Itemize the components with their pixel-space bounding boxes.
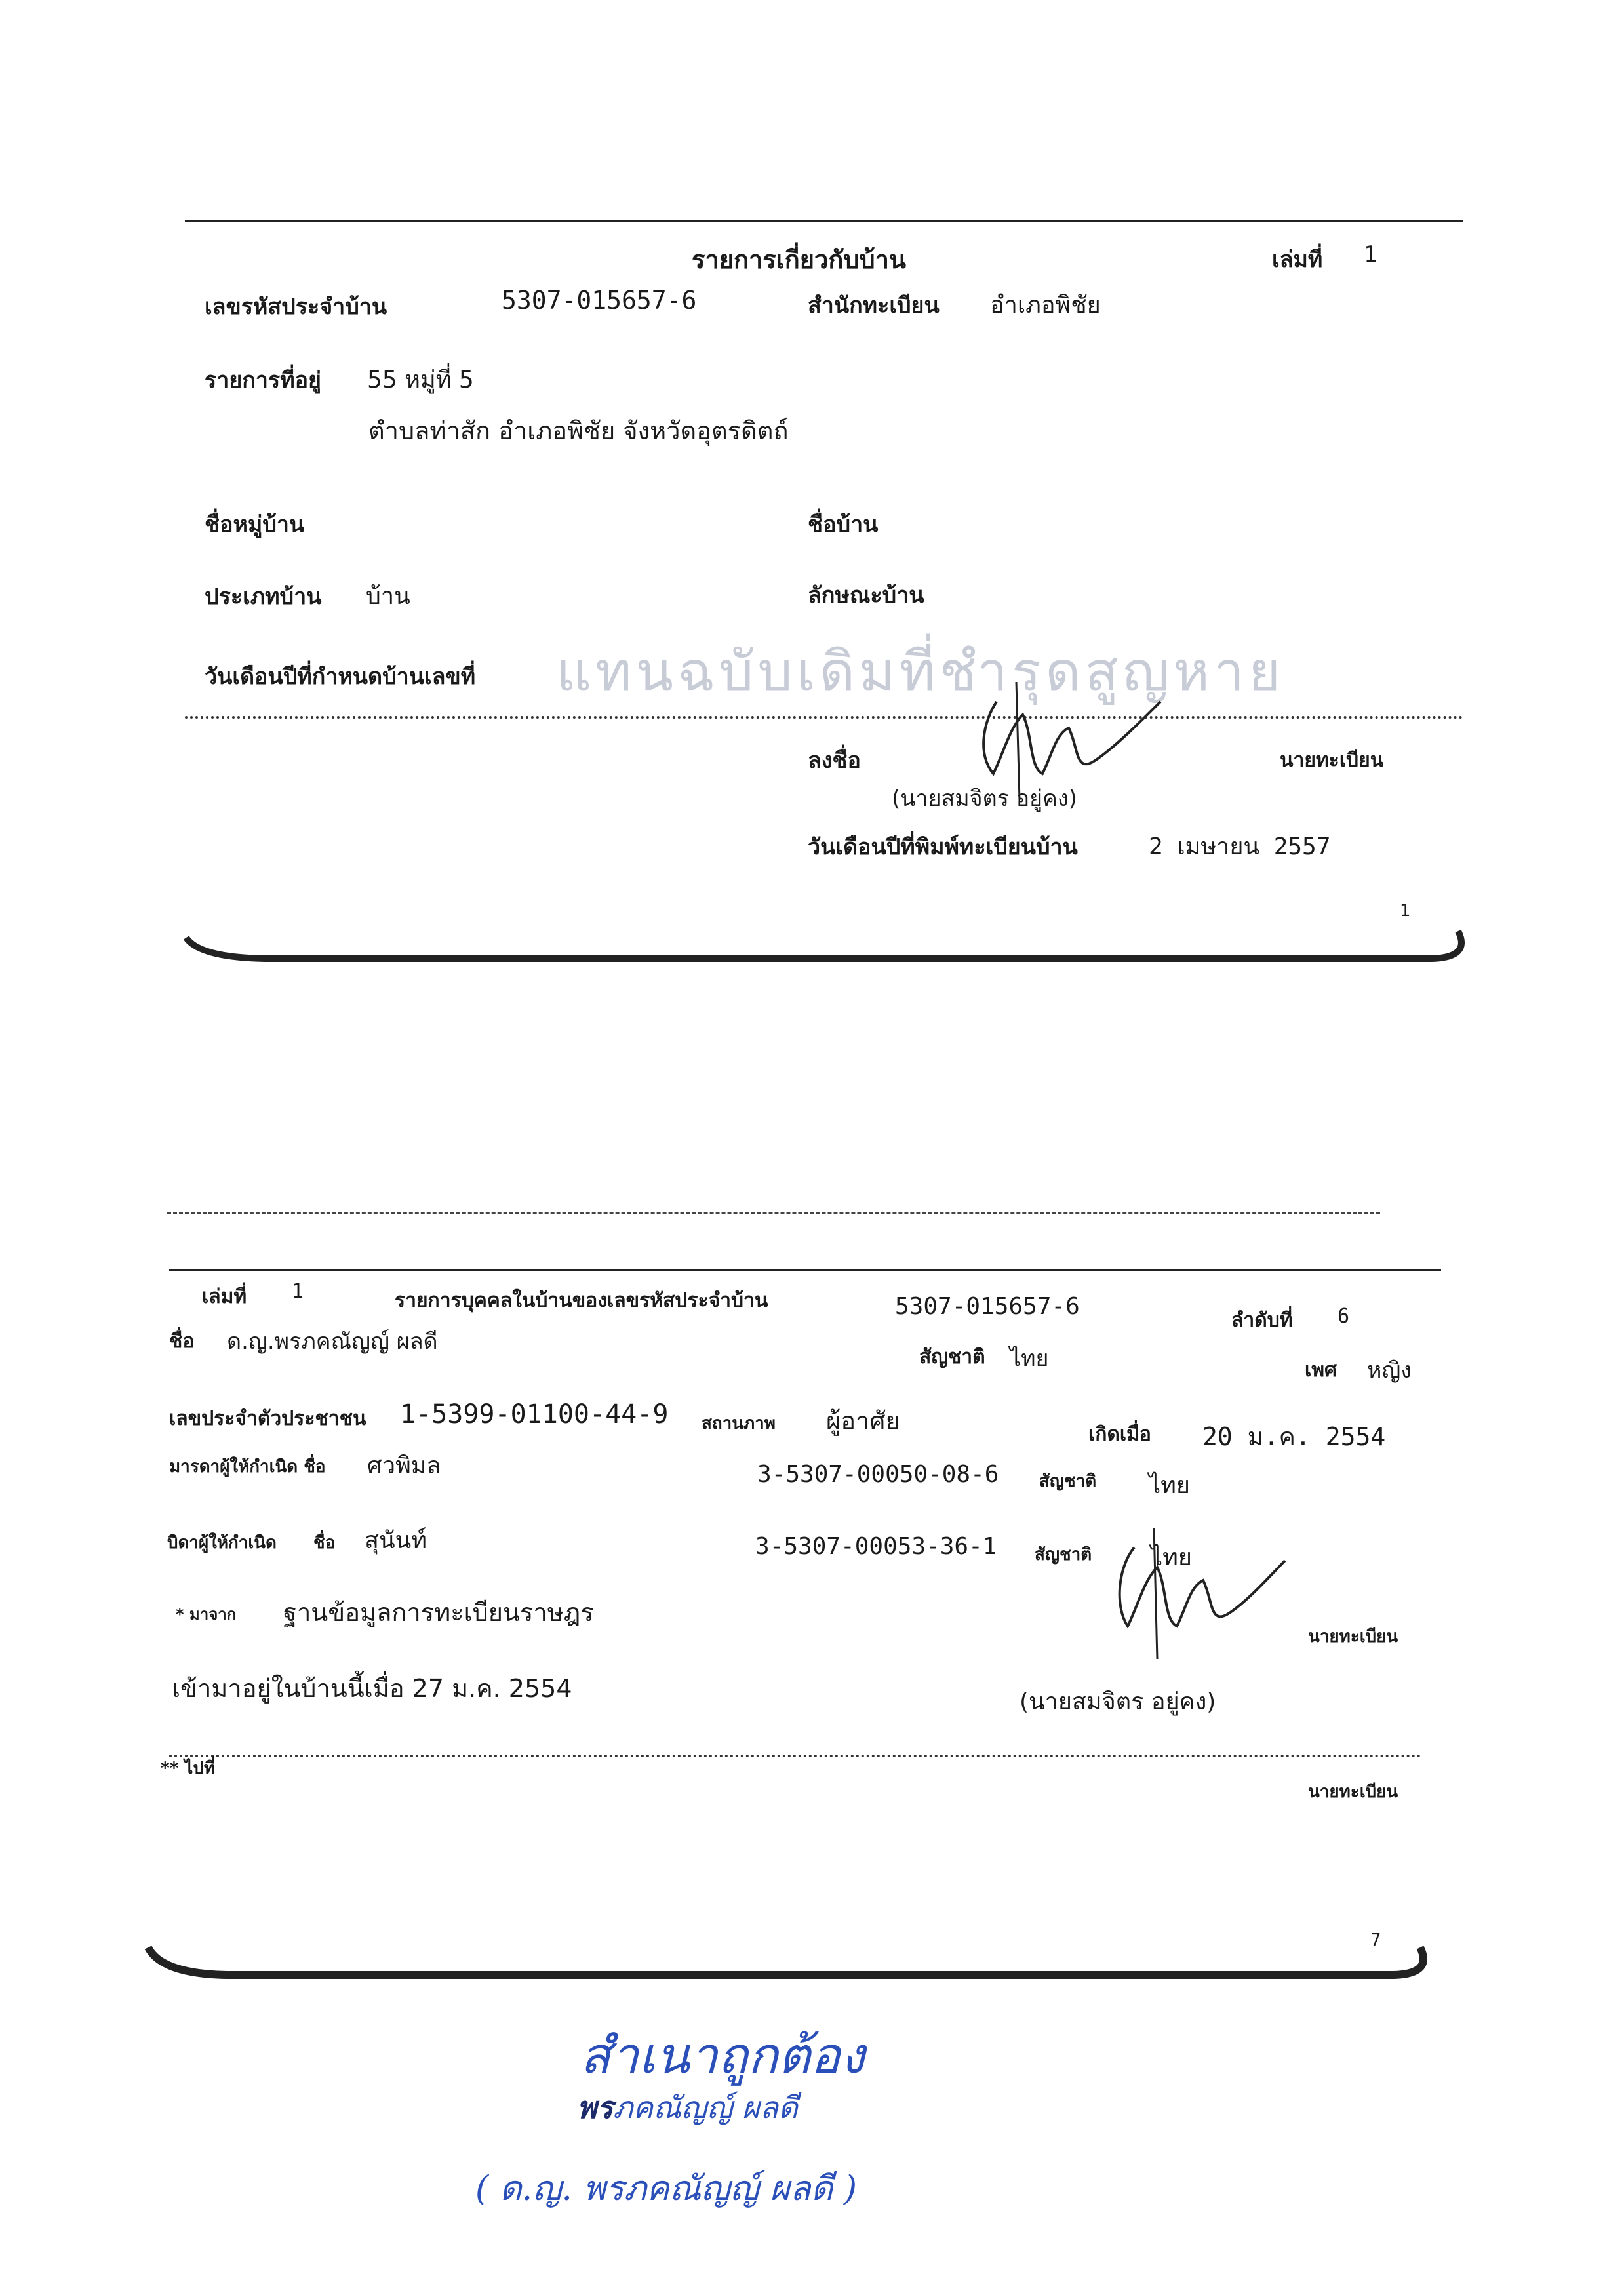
born-value: 20 ม.ค. 2554 — [1202, 1422, 1386, 1451]
address-label: รายการที่อยู่ — [205, 367, 321, 393]
citizen-id-label: เลขประจำตัวประชาชน — [169, 1407, 366, 1430]
father-nat-value: ไทย — [1151, 1544, 1192, 1571]
born-label: เกิดเมื่อ — [1088, 1423, 1151, 1446]
card2-dotted-rule — [169, 1755, 1421, 1757]
mother-label: มารดาผู้ให้กำเนิด ชื่อ — [169, 1457, 326, 1477]
person-name-label: ชื่อ — [169, 1330, 195, 1353]
mother-id: 3-5307-00050-08-6 — [757, 1461, 999, 1488]
house-type-value: บ้าน — [366, 583, 410, 610]
nationality-value: ไทย — [1010, 1346, 1049, 1372]
card1-sign-label: ลงชื่อ — [808, 748, 861, 774]
sex-label: เพศ — [1305, 1359, 1337, 1382]
registry-value: อำเภอพิชัย — [990, 292, 1101, 319]
card1-registrar-name: (นายสมจิตร อยู่คง) — [892, 786, 1077, 812]
card2-house-code: 5307-015657-6 — [895, 1293, 1080, 1320]
father-nat-label: สัญชาติ — [1035, 1545, 1092, 1565]
certified-name-signature: ภคณัญญ์ ผลดี — [613, 2090, 798, 2125]
from-label: * มาจาก — [176, 1605, 237, 1624]
card2-registrar-label-2: นายทะเบียน — [1308, 1782, 1398, 1802]
address-line2: ตำบลท่าสัก อำเภอพิชัย จังหวัดอุตรดิตถ์ — [368, 416, 789, 445]
certified-copy-text: สำเนาถูกต้อง — [580, 2026, 865, 2085]
status-label: สถานภาพ — [702, 1414, 776, 1433]
person-name-value: ด.ญ.พรภคณัญญ์ ผลดี — [227, 1328, 438, 1355]
house-type-label: ประเภทบ้าน — [205, 584, 322, 610]
father-name-label: ชื่อ — [313, 1533, 336, 1553]
replacement-stamp: แทนฉบับเดิมที่ชำรุดสูญหาย — [556, 639, 1285, 704]
card1-title: รายการเกี่ยวกับบ้าน — [692, 245, 906, 274]
card2-volume-value: 1 — [292, 1280, 304, 1303]
house-code-label: เลขรหัสประจำบ้าน — [205, 294, 387, 320]
card1-registrar-label: นายทะเบียน — [1280, 749, 1384, 772]
order-label: ลำดับที่ — [1231, 1309, 1293, 1332]
card1-bottom-edge — [186, 918, 1497, 970]
father-id: 3-5307-00053-36-1 — [755, 1533, 997, 1560]
card1-page-number: 1 — [1400, 901, 1411, 921]
house-code-value: 5307-015657-6 — [502, 286, 697, 315]
from-value: ฐานข้อมูลการทะเบียนราษฎร — [283, 1598, 594, 1627]
card2-title: รายการบุคคลในบ้านของเลขรหัสประจำบ้าน — [395, 1289, 768, 1312]
print-date-label: วันเดือนปีที่พิมพ์ทะเบียนบ้าน — [808, 834, 1078, 860]
certified-name-prefix: พร — [577, 2090, 614, 2125]
date-assigned-label: วันเดือนปีที่กำหนดบ้านเลขที่ — [205, 664, 476, 690]
order-value: 6 — [1337, 1305, 1350, 1328]
certified-full-name: ( ด.ญ. พรภคณัญญ์ ผลดี ) — [475, 2169, 858, 2208]
certified-name-line — [577, 2084, 798, 2132]
village-name-label: ชื่อหมู่บ้าน — [205, 511, 305, 538]
father-name: สุนันท์ — [365, 1527, 427, 1554]
card2-bottom-edge — [148, 1934, 1459, 1987]
house-char-label: ลักษณะบ้าน — [808, 582, 924, 609]
card2-top-rule — [169, 1269, 1441, 1271]
mother-nat-label: สัญชาติ — [1039, 1471, 1097, 1491]
status-value: ผู้อาศัย — [826, 1407, 900, 1435]
card1-volume-value: 1 — [1364, 241, 1377, 268]
goto-label: ** ไปที่ — [161, 1759, 215, 1778]
card2-registrar-label: นายทะเบียน — [1308, 1627, 1398, 1646]
card1-dotted-rule — [185, 716, 1463, 719]
sex-value: หญิง — [1367, 1357, 1412, 1384]
card2-volume-label: เล่มที่ — [202, 1285, 247, 1308]
father-label: บิดาผู้ให้กำเนิด — [167, 1533, 277, 1553]
house-name-label: ชื่อบ้าน — [808, 511, 879, 538]
mother-nat-value: ไทย — [1149, 1472, 1190, 1499]
card2-page-number: 7 — [1370, 1930, 1381, 1950]
registry-label: สำนักทะเบียน — [808, 292, 940, 319]
print-date-value: 2 เมษายน 2557 — [1149, 833, 1331, 860]
card2-dashed-rule — [167, 1212, 1380, 1214]
nationality-label: สัญชาติ — [919, 1346, 985, 1368]
card1-top-rule — [185, 220, 1463, 222]
moved-in-date: เข้ามาอยู่ในบ้านนี้เมื่อ 27 ม.ค. 2554 — [172, 1674, 572, 1703]
card1-volume-label: เล่มที่ — [1272, 247, 1323, 273]
mother-name: ศวพิมล — [367, 1452, 441, 1479]
address-line1: 55 หมู่ที่ 5 — [367, 367, 474, 393]
card2-registrar-name: (นายสมจิตร อยู่คง) — [1020, 1688, 1216, 1715]
registrar-signature-2 — [1088, 1528, 1298, 1659]
citizen-id-value: 1-5399-01100-44-9 — [400, 1399, 669, 1429]
